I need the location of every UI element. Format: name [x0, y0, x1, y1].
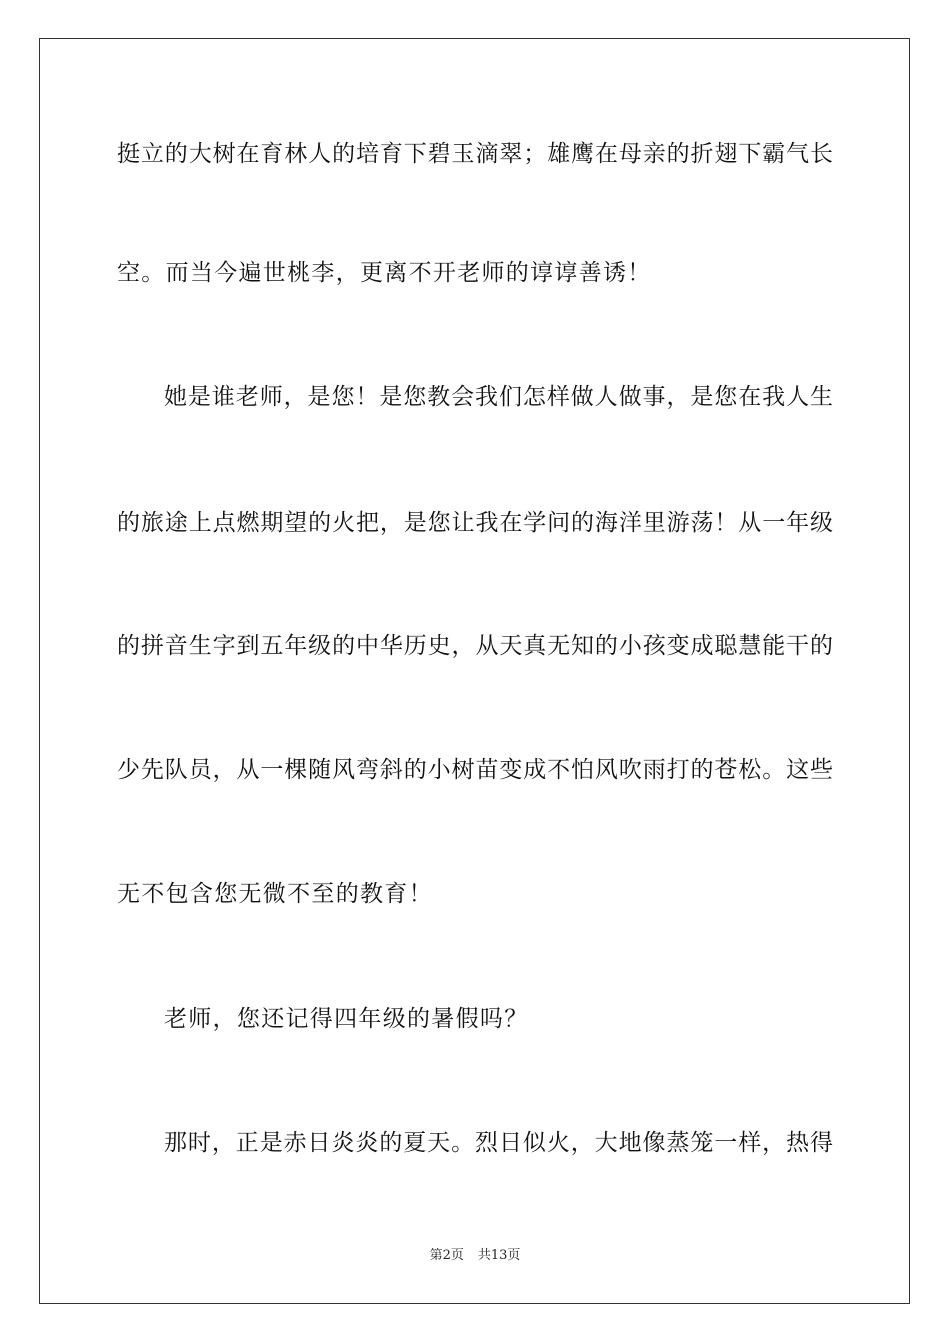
text-line-5: 的拼音生字到五年级的中华历史，从天真无知的小孩变成聪慧能干的 — [117, 633, 833, 659]
text-line-8: 老师，您还记得四年级的暑假吗？ — [164, 1006, 529, 1032]
text-line-9: 那时，正是赤日炎炎的夏天。烈日似火，大地像蒸笼一样，热得 — [164, 1130, 833, 1156]
text-line-2: 空。而当今遍世桃李，更离不开老师的谆谆善诱！ — [117, 260, 652, 286]
text-line-1: 挺立的大树在育林人的培育下碧玉滴翠；雄鹰在母亲的折翅下霸气长 — [117, 141, 833, 167]
text-line-3: 她是谁老师，是您！是您教会我们怎样做人做事，是您在我人生 — [164, 384, 833, 410]
text-line-4: 的旅途上点燃期望的火把，是您让我在学问的海洋里游荡！从一年级 — [117, 510, 833, 536]
text-line-6: 少先队员，从一棵随风弯斜的小树苗变成不怕风吹雨打的苍松。这些 — [117, 757, 833, 783]
page-border — [39, 38, 910, 1304]
page-total: 共13页 — [477, 1248, 521, 1263]
page-footer — [0, 1247, 950, 1265]
text-line-7: 无不包含您无微不至的教育！ — [117, 881, 433, 907]
page-number: 第2页 — [429, 1248, 464, 1263]
